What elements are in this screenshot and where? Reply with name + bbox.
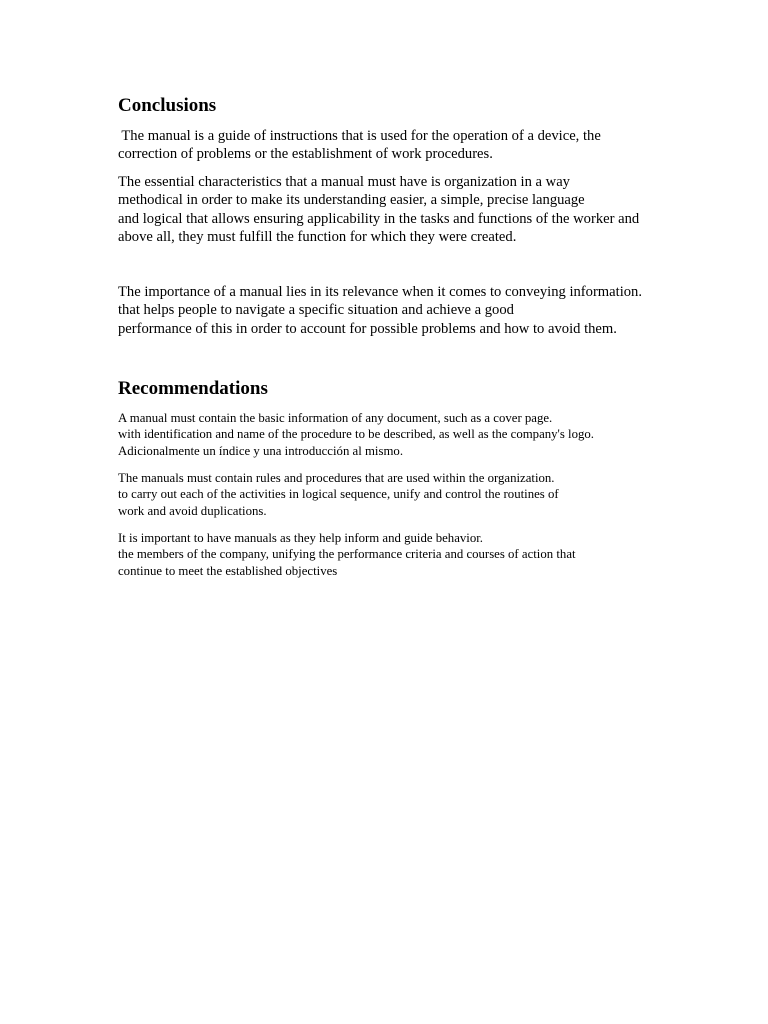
text-line: methodical in order to make its understanding easier, a simple, precise language bbox=[118, 192, 585, 209]
text-line: A manual must contain the basic information of any document, such as a cover page. bbox=[118, 411, 553, 425]
text-line: The importance of a manual lies in its relevance when it comes to conveying information. bbox=[118, 284, 642, 300]
text-line: continue to meet the established objectives bbox=[118, 563, 338, 578]
recommendations-paragraph-1 bbox=[118, 410, 594, 459]
text-line: performance of this in order to account for possible problems and how to avoid them. bbox=[118, 320, 617, 337]
text-line: and logical that allows ensuring applicability in the tasks and functions of the worker and bbox=[118, 210, 640, 227]
text-line: with identification and name of the procedure to be described, as well as the company's logo. bbox=[118, 427, 594, 442]
text-line: The manuals must contain rules and procedures that are used within the organization. bbox=[118, 471, 555, 485]
conclusions-paragraph-1 bbox=[118, 127, 601, 164]
text-line: the members of the company, unifying the performance criteria and courses of action that bbox=[118, 547, 576, 562]
recommendations-heading: Recommendations bbox=[118, 378, 268, 399]
text-line: It is important to have manuals as they help inform and guide behavior. bbox=[118, 531, 483, 545]
text-line: to carry out each of the activities in logical sequence, unify and control the routines of bbox=[118, 487, 559, 502]
conclusions-paragraph-3 bbox=[118, 283, 642, 338]
recommendations-paragraph-3 bbox=[118, 530, 576, 579]
text-line: Adicionalmente un índice y una introducción al mismo. bbox=[118, 443, 404, 458]
text-line: work and avoid duplications. bbox=[118, 503, 267, 518]
text-line: above all, they must fulfill the function for which they were created. bbox=[118, 228, 517, 245]
text-line: that helps people to navigate a specific situation and achieve a good bbox=[118, 302, 514, 319]
text-line: The essential characteristics that a manual must have is organization in a way bbox=[118, 174, 570, 190]
recommendations-paragraph-2 bbox=[118, 470, 559, 519]
conclusions-heading: Conclusions bbox=[118, 95, 217, 116]
conclusions-paragraph-2 bbox=[118, 173, 639, 246]
text-line: The manual is a guide of instructions that is used for the operation of a device, the bbox=[118, 128, 601, 144]
text-line: correction of problems or the establishment of work procedures. bbox=[118, 146, 493, 163]
